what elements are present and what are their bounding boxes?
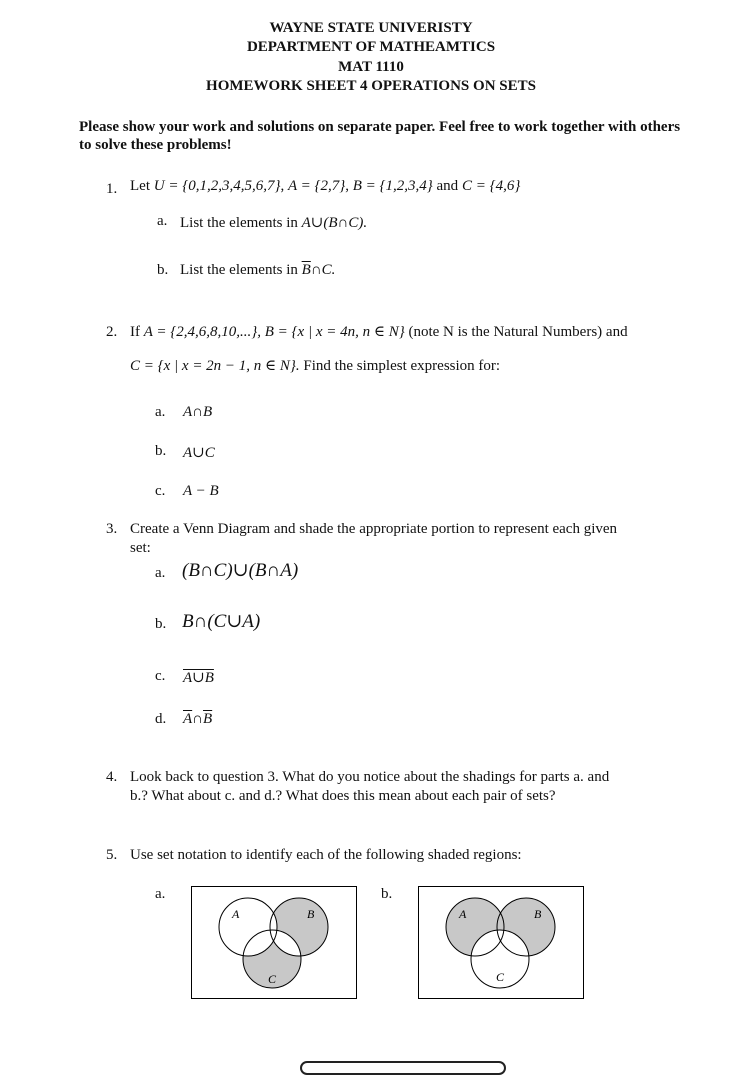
q1b-text [180,262,335,279]
venn-diagram-b [418,886,584,999]
venn-diagram-a [191,886,357,999]
q2b-label: b. [155,443,167,459]
q1a-text [180,213,367,232]
q1a-label: a. [157,213,168,229]
q1-stem: Let U = {0,1,2,3,4,5,6,7}, A = {2,7}, B = {1,2,3,4} and C = {4,6} [130,178,521,194]
instructions: Please show your work and solutions on separate paper. Feel free to work together with others to solve these problems! [79,119,681,153]
q3a-expression: (B∩C)∪(B∩A) [182,560,299,581]
q2-number: 2. [106,324,118,340]
q3-number: 3. [106,521,118,537]
q1b-expression-complement: $\overline{B}$ [301,262,311,278]
venn-b-label-b: B [534,907,542,921]
q5-number: 5. [106,847,118,863]
venn-a-label-b: B [307,907,315,921]
q1-set-a: A = {2,7} [287,178,346,194]
q1-let: Let [130,178,154,194]
q1-set-c: C = {4,6} [461,178,521,194]
q1b-label: b. [157,262,169,278]
q2-set-a: A = {2,4,6,8,10,...}, [143,324,262,340]
q2-find: Find the simplest expression for: [303,358,501,374]
q4-line2: b.? What about c. and d.? What does this mean about each pair of sets? [130,788,556,804]
header-course: MAT 1110 [338,59,404,75]
q1a-prompt: List the elements in [180,215,298,231]
q3d-operator: ∩ [192,711,204,727]
q2b-expression: A∪C [183,445,215,461]
q2c-label: c. [155,483,166,499]
q2-if: If [130,324,140,340]
q1b-expression-rest: ∩C. [310,262,336,278]
q2-set-c: C = {x | x = 2n − 1, n ∈ N}. [130,358,300,374]
q1-set-u: U = {0,1,2,3,4,5,6,7} [153,178,281,194]
q2-line2 [130,356,500,375]
q2-note: (note N is the Natural Numbers) and [408,324,628,340]
q1-set-b: B = {1,2,3,4} [352,178,433,194]
venn-b-svg [419,887,583,998]
q4-line1: Look back to question 3. What do you notice about the shadings for parts a. and [130,769,610,785]
q1b-prompt: List the elements in [180,262,298,278]
venn-b-label-a: A [459,907,467,921]
venn-a-svg [192,887,356,998]
venn-b-label-c: C [496,970,505,984]
q2-line1 [130,322,628,341]
q2-set-b: B = {x | x = 4n, n ∈ N} [264,324,405,340]
venn-a-label-a: A [232,907,240,921]
venn-a-label-c: C [268,972,277,986]
q1-number: 1. [106,181,118,197]
q5a-label: a. [155,886,166,902]
q3c-label: c. [155,668,166,684]
q3d-set-a-complement: $\overline{A}$ [183,711,193,727]
q3-line1: Create a Venn Diagram and shade the appropriate portion to represent each given [130,521,618,537]
q3d-set-b-complement: $\overline{B}$ [203,711,213,727]
q3d-label: d. [155,711,167,727]
scrollbar[interactable] [300,1061,506,1075]
q3a-label: a. [155,565,166,581]
q4-number: 4. [106,769,118,785]
q3c-expression: A∪B [183,670,214,686]
q5-text: Use set notation to identify each of the following shaded regions: [130,847,522,863]
q3b-expression: B∩(C∪A) [182,611,261,632]
header-sheet-title: HOMEWORK SHEET 4 OPERATIONS ON SETS [206,78,536,94]
q2a-expression: A∩B [183,404,213,420]
header-university: WAYNE STATE UNIVERISTY [269,20,473,36]
q3-line2: set: [130,540,151,556]
q2c-expression: A − B [183,483,219,499]
q1-and: and [436,178,459,194]
q2a-label: a. [155,404,166,420]
q3d-expression [183,711,212,728]
q3b-label: b. [155,616,167,632]
header-department: DEPARTMENT OF MATHEAMTICS [246,39,496,55]
q1a-expression: A∪(B∩C). [301,215,368,231]
q5b-label: b. [381,886,393,902]
